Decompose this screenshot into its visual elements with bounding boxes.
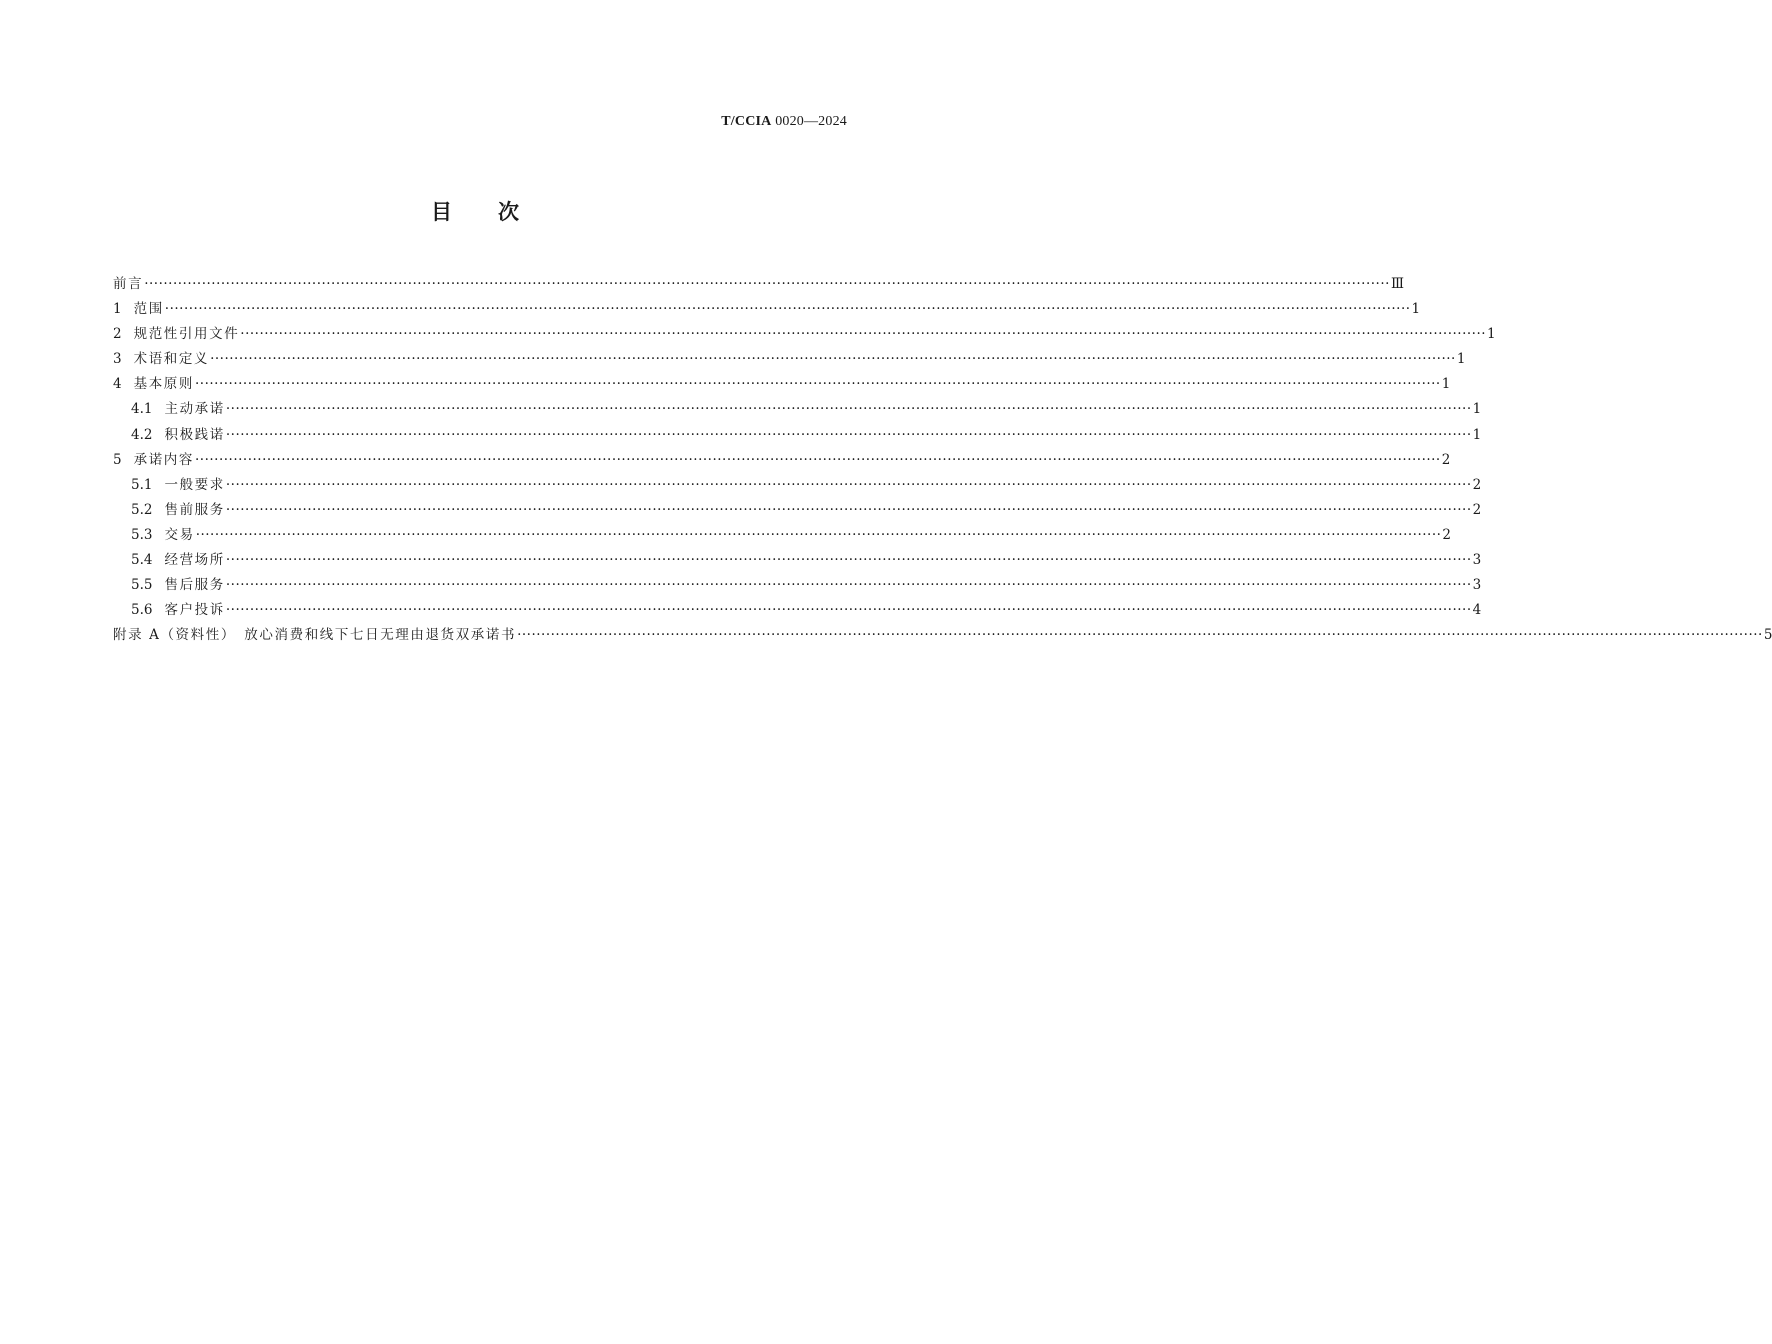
toc-entry[interactable] bbox=[113, 297, 1421, 322]
toc-entry-label: 售后服务 bbox=[164, 577, 225, 594]
toc-entry-page-number: 4 bbox=[1472, 602, 1482, 619]
toc-entry[interactable] bbox=[113, 523, 1452, 548]
toc-entry-number: 2 bbox=[113, 326, 122, 343]
toc-dot-leader: ···································································································································································································································································· bbox=[225, 501, 1472, 518]
toc-dot-leader: ···································································································································································································································································· bbox=[164, 301, 1411, 318]
toc-entry-number: 5.1 bbox=[131, 476, 153, 493]
toc-entry-number: 5.3 bbox=[131, 526, 153, 543]
toc-entry[interactable] bbox=[113, 272, 1404, 297]
toc-entry[interactable] bbox=[113, 573, 1482, 598]
toc-dot-leader: ···································································································································································································································································· bbox=[195, 526, 1442, 543]
toc-entry-page-number: 1 bbox=[1487, 326, 1496, 343]
toc-entry-number: 5.6 bbox=[131, 602, 153, 619]
toc-entry[interactable] bbox=[113, 448, 1451, 473]
toc-entry-page-number: 2 bbox=[1441, 451, 1451, 468]
toc-entry-number: 3 bbox=[113, 351, 122, 368]
toc-entry-label: 附录 A（资料性） 放心消费和线下七日无理由退货双承诺书 bbox=[113, 627, 517, 644]
toc-dot-leader: ···································································································································································································································································· bbox=[225, 426, 1472, 443]
toc-dot-leader: ···································································································································································································································································· bbox=[225, 577, 1472, 594]
document-number: 0020—2024 bbox=[775, 114, 847, 129]
toc-entry-number: 1 bbox=[113, 301, 122, 318]
toc-dot-leader: ···································································································································································································································································· bbox=[517, 627, 1763, 644]
toc-entry-page-number: 2 bbox=[1472, 476, 1482, 493]
toc-entry-label: 售前服务 bbox=[164, 501, 225, 518]
toc-entry-page-number: 2 bbox=[1472, 501, 1482, 518]
toc-entry-label: 术语和定义 bbox=[133, 351, 210, 368]
page-title-char-1: 目 bbox=[431, 200, 452, 224]
page-title-char-2: 次 bbox=[498, 200, 519, 224]
toc-entry[interactable] bbox=[113, 598, 1482, 623]
toc-dot-leader: ···································································································································································································································································· bbox=[225, 602, 1472, 619]
toc-entry-label: 交易 bbox=[164, 526, 195, 543]
toc-entry-label: 前言 bbox=[113, 276, 144, 292]
toc-dot-leader: ···································································································································································································································································· bbox=[225, 476, 1472, 493]
toc-entry-label: 主动承诺 bbox=[164, 401, 225, 418]
table-of-contents bbox=[113, 272, 1772, 648]
document-org-code: T/CCIA bbox=[721, 114, 772, 129]
toc-entry-number: 5 bbox=[113, 451, 122, 468]
toc-entry[interactable] bbox=[113, 423, 1482, 448]
toc-entry[interactable] bbox=[113, 397, 1482, 422]
toc-entry[interactable] bbox=[113, 372, 1451, 397]
toc-entry-label: 范围 bbox=[133, 301, 164, 318]
toc-entry-page-number: 1 bbox=[1472, 401, 1482, 418]
toc-entry-page-number: Ⅲ bbox=[1390, 276, 1404, 292]
toc-entry-page-number: 1 bbox=[1472, 426, 1482, 443]
toc-entry-number: 4.1 bbox=[131, 401, 153, 418]
toc-dot-leader: ···································································································································································································································································· bbox=[195, 376, 1441, 393]
toc-entry-label: 基本原则 bbox=[133, 376, 194, 393]
toc-entry-page-number: 5 bbox=[1763, 627, 1772, 644]
toc-entry-number: 5.5 bbox=[131, 577, 153, 594]
toc-entry[interactable] bbox=[113, 473, 1482, 498]
toc-entry-page-number: 1 bbox=[1411, 301, 1421, 318]
toc-entry[interactable] bbox=[113, 548, 1482, 573]
toc-entry-label: 积极践诺 bbox=[164, 426, 225, 443]
toc-dot-leader: ···································································································································································································································································· bbox=[240, 326, 1487, 343]
toc-entry[interactable] bbox=[113, 322, 1496, 347]
toc-entry-label: 规范性引用文件 bbox=[133, 326, 240, 343]
toc-entry-label: 客户投诉 bbox=[164, 602, 225, 619]
toc-entry-page-number: 1 bbox=[1456, 351, 1466, 368]
toc-entry-number: 4.2 bbox=[131, 426, 153, 443]
toc-entry[interactable] bbox=[113, 498, 1482, 523]
toc-entry-page-number: 2 bbox=[1442, 526, 1452, 543]
toc-dot-leader: ···································································································································································································································································· bbox=[210, 351, 1456, 368]
document-identifier bbox=[721, 114, 847, 130]
toc-dot-leader: ···································································································································································································································································· bbox=[225, 401, 1472, 418]
toc-dot-leader: ···································································································································································································································································· bbox=[225, 552, 1472, 569]
toc-entry-page-number: 3 bbox=[1472, 577, 1482, 594]
toc-entry[interactable] bbox=[113, 347, 1466, 372]
toc-entry-number: 4 bbox=[113, 376, 122, 393]
toc-entry[interactable] bbox=[113, 623, 1772, 648]
toc-dot-leader: ···································································································································································································································································· bbox=[195, 451, 1441, 468]
toc-entry-number: 5.2 bbox=[131, 501, 153, 518]
toc-dot-leader: ···································································································································································································································································· bbox=[144, 276, 1390, 292]
toc-entry-page-number: 1 bbox=[1441, 376, 1451, 393]
toc-entry-page-number: 3 bbox=[1472, 552, 1482, 569]
toc-entry-label: 承诺内容 bbox=[133, 451, 194, 468]
toc-entry-label: 经营场所 bbox=[164, 552, 225, 569]
page-title bbox=[0, 196, 950, 226]
toc-entry-number: 5.4 bbox=[131, 552, 153, 569]
toc-entry-label: 一般要求 bbox=[164, 476, 225, 493]
